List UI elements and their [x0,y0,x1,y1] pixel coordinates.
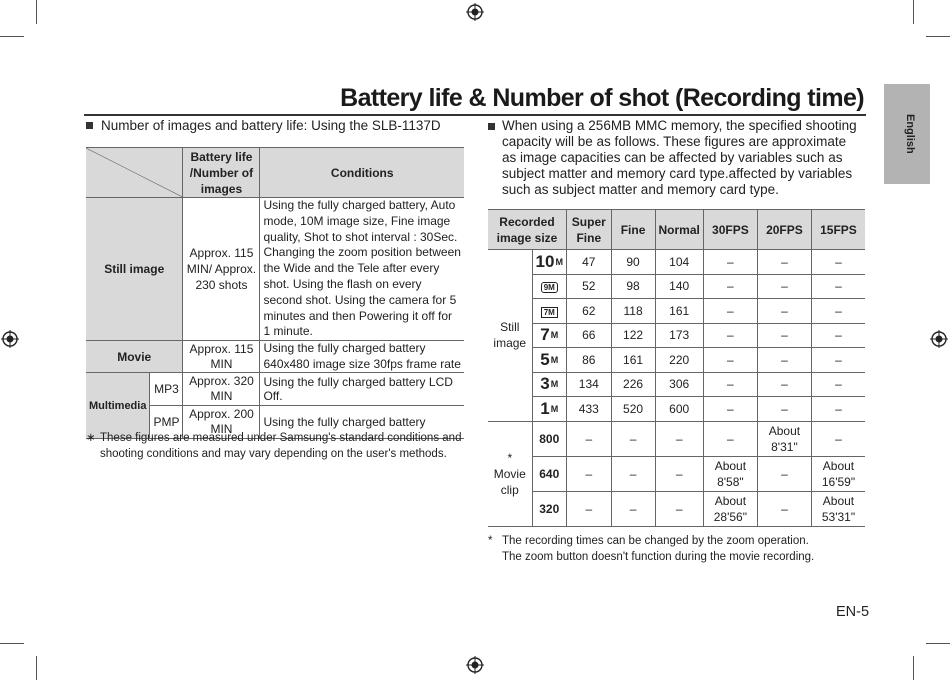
cell: – [566,456,611,491]
cell: 52 [566,274,611,299]
table-row [488,372,865,397]
cell: – [811,397,865,422]
movie-size-cell: 320 [532,491,566,526]
cell: 86 [566,348,611,373]
conditions-cell: Using the fully charged battery LCD Off. [260,373,464,406]
multimedia-sub-mp3: MP3 [150,373,183,406]
crop-mark [36,0,37,24]
header-30fps: 30FPS [703,210,757,250]
cell: – [811,299,865,324]
registration-mark-icon [1,330,19,348]
battery-life-cell: Approx. 115 MIN/ Approx. 230 shots [183,198,260,341]
battery-life-cell: Approx. 115 MIN [183,341,260,373]
crop-mark [926,643,950,644]
cell: 98 [611,274,655,299]
table-row [488,397,865,422]
cell: 62 [566,299,611,324]
7m-icon: 7 M [532,323,566,348]
left-footnote [86,430,466,462]
cell: – [703,397,757,422]
3m-icon: 3 M [532,372,566,397]
bullet-square-icon [86,122,93,129]
cell: – [703,274,757,299]
cell: – [703,421,757,456]
table-header-row [488,210,865,250]
right-footnote [488,533,864,565]
footnote-line-2: The zoom button doesn't function during the movie recording. [502,551,815,563]
registration-mark-icon [466,656,484,674]
crop-mark [913,656,914,680]
cell: 122 [611,323,655,348]
cell: 90 [611,250,655,275]
cell: 220 [655,348,703,373]
cell: – [757,348,811,373]
table-row [488,274,865,299]
cell: – [566,421,611,456]
cell: 161 [611,348,655,373]
cell: 520 [611,397,655,422]
cell: – [655,491,703,526]
cell: 226 [611,372,655,397]
table-row [488,421,865,456]
cell: 134 [566,372,611,397]
header-fine: Fine [611,210,655,250]
cell: – [703,323,757,348]
cell: 173 [655,323,703,348]
battery-life-cell: Approx. 200 MIN [183,406,260,439]
cell: – [566,491,611,526]
cell: About 28'56" [703,491,757,526]
left-heading [86,118,466,134]
table-row [86,373,464,406]
cell: – [757,299,811,324]
language-tab [884,84,930,184]
conditions-cell: Using the fully charged battery [260,406,464,439]
cell: – [757,323,811,348]
page-number: EN-5 [836,604,870,620]
cell: – [703,299,757,324]
cell: – [703,348,757,373]
language-tab-label: English [904,114,916,154]
cell: – [611,491,655,526]
cell: – [811,421,865,456]
footnote-line-1: The recording times can be changed by the zoom operation. [502,535,809,547]
header-recorded-size: Recorded image size [488,210,566,250]
left-heading-text: Number of images and battery life: Using the SLB-1137D [101,118,441,133]
table-row [488,250,865,275]
diagonal-line-icon [86,148,182,197]
cell: – [757,250,811,275]
table-row [488,491,865,526]
movie-size-cell: 800 [532,421,566,456]
battery-life-table [86,147,464,439]
9m-wide-icon: 9M [532,274,566,299]
cell: 161 [655,299,703,324]
registration-mark-icon [930,330,948,348]
header-20fps: 20FPS [757,210,811,250]
crop-mark [0,643,24,644]
header-super-fine: Super Fine [566,210,611,250]
multimedia-sub-pmp: PMP [150,406,183,439]
movie-clip-label: * Movie clip [488,421,532,526]
right-paragraph-text: When using a 256MB MMC memory, the specified shooting capacity will be as follows. These figures are approximate as image capacities can be affected by variables such as subject matter and memory card type.affected by variables such as subject matter and memory card type. [502,118,857,197]
5m-icon: 5 M [532,348,566,373]
bullet-square-icon [488,123,495,130]
title-rule [84,114,866,116]
cell: – [757,372,811,397]
cell: 66 [566,323,611,348]
cell: About 8'58" [703,456,757,491]
table-row [488,299,865,324]
recording-capacity-table [488,209,865,527]
header-normal: Normal [655,210,703,250]
cell: – [811,274,865,299]
cell: – [703,372,757,397]
cell: – [757,274,811,299]
cell: About 53'31" [811,491,865,526]
footnote-text: These figures are measured under Samsung's standard conditions and shooting conditions and may vary depending on the user's methods. [100,432,462,460]
crop-mark [36,656,37,680]
cell: – [757,456,811,491]
table-row [488,323,865,348]
cell: – [757,397,811,422]
cell: 140 [655,274,703,299]
cell: – [655,421,703,456]
page-title: Battery life & Number of shot (Recording time) [340,84,864,112]
cell: About 8'31" [757,421,811,456]
cell: – [811,250,865,275]
cell: – [757,491,811,526]
1m-icon: 1 M [532,397,566,422]
row-label-multimedia: Multimedia [86,373,150,439]
table-row [86,341,464,373]
registration-mark-icon [466,3,484,21]
cell: 306 [655,372,703,397]
footnote-mark: * [488,535,493,547]
7m-wide-icon: 7M [532,299,566,324]
battery-life-header: Battery life /Number of images [183,148,260,198]
cell: – [811,323,865,348]
right-paragraph [488,118,864,198]
conditions-cell: Using the fully charged battery, Auto mode, 10M image size, Fine image quality, Shot to shot interval : 30Sec. Changing the zoom position between the Wide and the Tele after every shot. Using the flash on every second shot. Using the camera for 5 minutes and then Powering it off for 1 minute. [260,198,464,341]
row-label-movie: Movie [86,341,183,373]
cell: 433 [566,397,611,422]
crop-mark [0,36,24,37]
conditions-cell: Using the fully charged battery 640x480 image size 30fps frame rate [260,341,464,373]
movie-size-cell: 640 [532,456,566,491]
battery-life-cell: Approx. 320 MIN [183,373,260,406]
crop-mark [926,36,950,37]
header-15fps: 15FPS [811,210,865,250]
cell: 104 [655,250,703,275]
diagonal-header-cell [86,148,183,198]
cell: About 16'59" [811,456,865,491]
cell: – [811,372,865,397]
cell: 600 [655,397,703,422]
table-row [86,198,464,341]
cell: – [703,250,757,275]
10m-icon: 10 M [532,250,566,275]
conditions-header: Conditions [260,148,464,198]
cell: – [811,348,865,373]
crop-mark [913,0,914,24]
cell: 47 [566,250,611,275]
cell: – [611,456,655,491]
row-label-still: Still image [86,198,183,341]
cell: 118 [611,299,655,324]
cell: – [655,456,703,491]
table-row [488,456,865,491]
table-row [488,348,865,373]
footnote-mark: ∗ [86,432,96,444]
cell: – [611,421,655,456]
still-image-label: Still image [488,250,532,422]
